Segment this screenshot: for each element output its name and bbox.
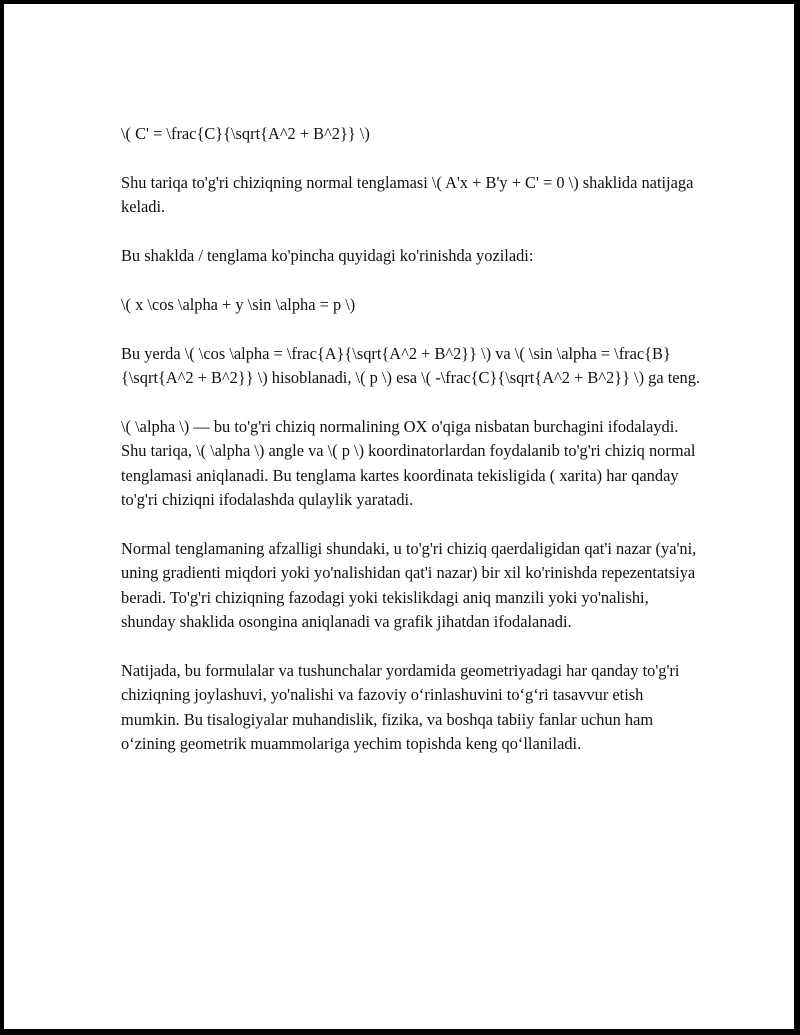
paragraph-form-intro: Bu shaklda / tenglama ko'pincha quyidagi ko'rinishda yoziladi: [121,246,534,265]
paragraph-normal-equation-result: Shu tariqa to'g'ri chiziqning normal tenglamasi \( A'x + B'y + C' = 0 \) shaklida natijaga keladi. [121,172,694,217]
formula-normal-form: \( x \cos \alpha + y \sin \alpha = p \) [121,294,356,314]
paragraph-alpha-meaning: \( \alpha \) — bu to'g'ri chiziq normalining OX o'qiga nisbatan burchagini ifodalaydi. Shu tariqa, \( \alpha \) angle va \( p \) koordinatorlardan foydalanib to'g'ri chiziq normal tenglamasi aniqlanadi. Bu tenglama kartes koordinata tekisligida ( xarita) har qanday to'g'ri chiziqni ifodalashda qulaylik yaratadi. [121,416,696,510]
paragraph-cos-sin-definitions: Bu yerda \( \cos \alpha = \frac{A}{\sqrt{A^2 + B^2}} \) va \( \sin \alpha = \frac{B}{\sqrt{A^2 + B^2}} \) hisoblanadi, \( p \) esa \( -\frac{C}{\sqrt{A^2 + B^2}} \) ga teng. [121,343,701,387]
formula-c-prime: \( C' = \frac{C}{\sqrt{A^2 + B^2}} \) [121,124,370,143]
paragraph-conclusion: Natijada, bu formulalar va tushunchalar yordamida geometriyadagi har qanday to'g'ri chiziqning joylashuvi, yo'nalishi va fazoviy o‘rinlashuvini to‘g‘ri tasavvur etish mumkin. Bu tisalogiyalar muhandislik, fizika, va boshqa tabiiy fanlar uchun ham o‘zining geometrik muammolariga yechim topishda keng qo‘llaniladi. [121,660,680,754]
paragraph-advantages: Normal tenglamaning afzalligi shundaki, u to'g'ri chiziq qaerdaligidan qat'i nazar (ya'ni, uning gradienti miqdori yoki yo'nalishidan qat'i nazar) bir xil ko'rinishda repezentatsiya beradi. To'g'ri chiziqning fazodagi yoki tekislikdagi aniq manzili yoki yo'nalishi, shunday shaklida osongina aniqlanadi va grafik jihatdan ifodalanadi. [121,538,697,632]
document-body [121,122,701,781]
